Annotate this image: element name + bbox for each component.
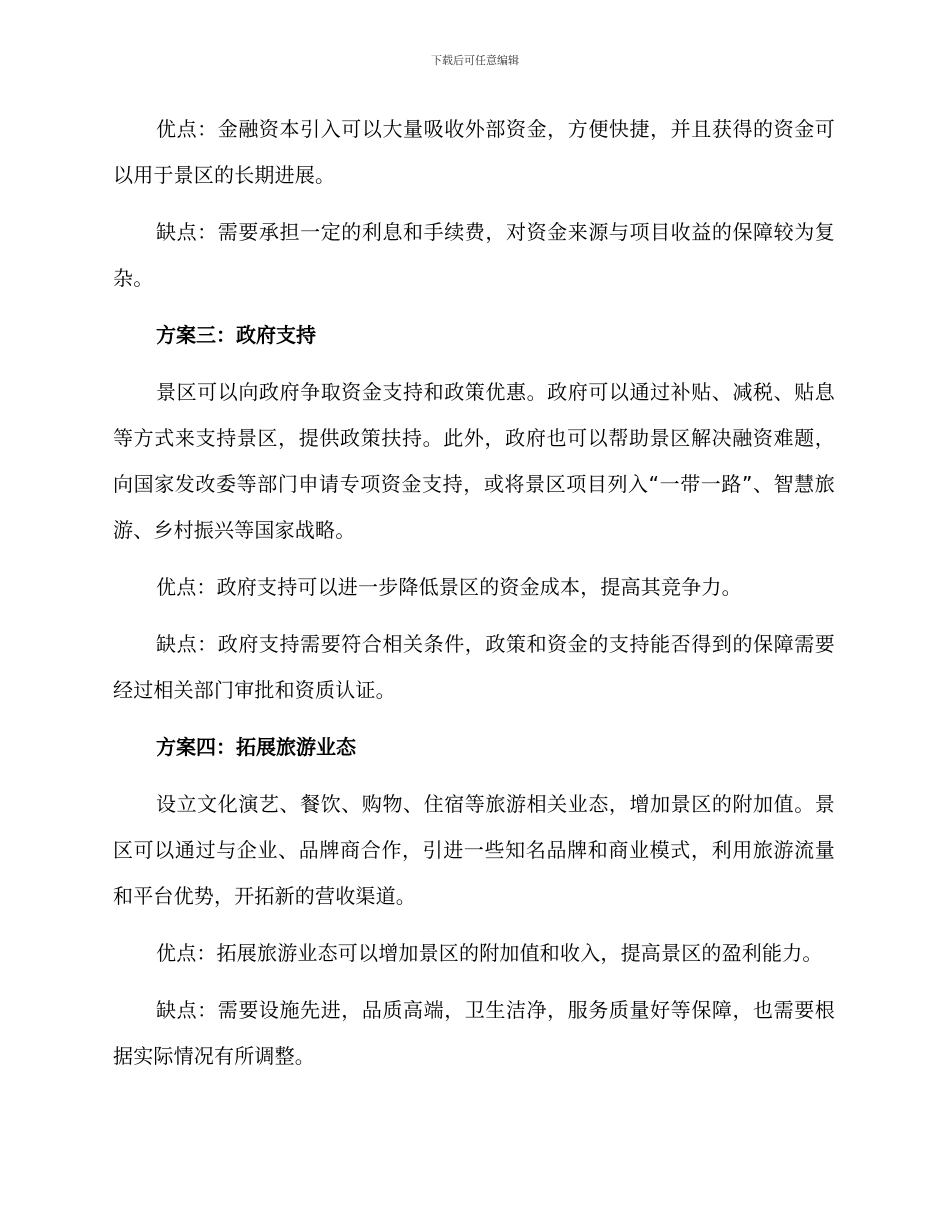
section-heading-plan-three: 方案三：政府支持	[156, 323, 316, 347]
paragraph-pros-government-support: 优点：政府支持可以进一步降低景区的资金成本，提高其竞争力。	[156, 575, 742, 599]
paragraph-pros-tourism-business: 优点：拓展旅游业态可以增加景区的附加值和收入，提高景区的盈利能力。	[156, 941, 823, 965]
paragraph-pros-financial-capital: 优点：金融资本引入可以大量吸收外部资金，方便快捷，并且获得的资金可以用于景区的长期进展。	[113, 117, 835, 187]
page-header: 下载后可任意编辑	[431, 54, 519, 67]
paragraph-tourism-business: 设立文化演艺、餐饮、购物、住宿等旅游相关业态，增加景区的附加值。景区可以通过与企业、品牌商合作，引进一些知名品牌和商业模式，利用旅游流量和平台优势，开拓新的营收渠道。	[113, 792, 835, 908]
paragraph-cons-tourism-business: 缺点：需要设施先进，品质高端，卫生洁净，服务质量好等保障，也需要根据实际情况有所调整。	[113, 998, 835, 1068]
paragraph-government-support: 景区可以向政府争取资金支持和政策优惠。政府可以通过补贴、减税、贴息等方式来支持景区，提供政策扶持。此外，政府也可以帮助景区解决融资难题，向国家发改委等部门申请专项资金支持，或将景区项目列入“一带一路”、智慧旅游、乡村振兴等国家战略。	[113, 380, 835, 542]
paragraph-cons-financial-capital: 缺点：需要承担一定的利息和手续费，对资金来源与项目收益的保障较为复杂。	[113, 220, 835, 290]
paragraph-cons-government-support: 缺点：政府支持需要符合相关条件，政策和资金的支持能否得到的保障需要经过相关部门审批和资质认证。	[113, 632, 835, 702]
section-heading-plan-four: 方案四：拓展旅游业态	[156, 735, 356, 759]
document-body	[113, 106, 835, 1090]
